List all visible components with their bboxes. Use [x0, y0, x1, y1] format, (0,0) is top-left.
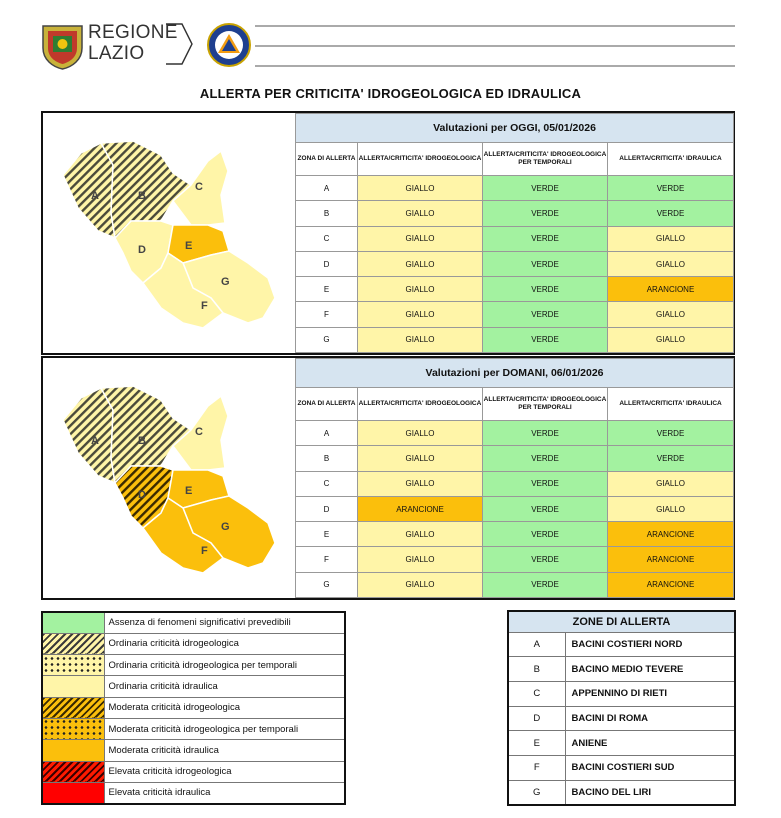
map-label-d: D: [138, 489, 146, 501]
cell-zona: G: [296, 327, 358, 352]
brand-chevron-icon: [166, 20, 206, 70]
cell-temp: VERDE: [483, 421, 608, 446]
cell-idra: VERDE: [608, 201, 734, 226]
panel-oggi: [41, 111, 735, 355]
cell-temp: VERDE: [483, 201, 608, 226]
legend-row: [42, 740, 345, 761]
header-decorative-lines: [255, 24, 735, 68]
col-header-idra: ALLERTA/CRITICITA' IDRAULICA: [608, 143, 734, 176]
cell-zona: B: [296, 446, 358, 471]
legend-row: [42, 761, 345, 782]
cell-zona: G: [296, 572, 358, 597]
zone-row: [508, 657, 735, 682]
map-label-c: C: [195, 181, 203, 193]
cell-temp: VERDE: [483, 496, 608, 521]
zones-title: ZONE DI ALLERTA: [508, 611, 735, 632]
cell-zona: D: [296, 496, 358, 521]
col-header-idra: ALLERTA/CRITICITA' IDRAULICA: [608, 388, 734, 421]
map-lazio-oggi: [43, 113, 295, 353]
zone-name: APPENNINO DI RIETI: [565, 681, 735, 706]
cell-temp: VERDE: [483, 572, 608, 597]
map-label-g: G: [221, 276, 230, 288]
table-row: [296, 176, 734, 201]
zone-row: [508, 706, 735, 731]
legend-swatch: [42, 761, 104, 782]
table-domani: [295, 358, 734, 598]
map-label-e: E: [185, 485, 193, 497]
legend-table: [41, 611, 346, 805]
legend-swatch: [42, 697, 104, 718]
zone-row: [508, 632, 735, 657]
cell-idra: GIALLO: [608, 226, 734, 251]
table-oggi: [295, 113, 734, 353]
legend-label: Moderata criticità idrogeologica per temporali: [104, 718, 345, 739]
zone-row: [508, 780, 735, 805]
legend-row: [42, 697, 345, 718]
cell-temp: VERDE: [483, 277, 608, 302]
cell-zona: C: [296, 471, 358, 496]
cell-temp: VERDE: [483, 226, 608, 251]
page-title: ALLERTA PER CRITICITA' IDROGEOLOGICA ED IDRAULICA: [199, 86, 582, 101]
zone-name: BACINI COSTIERI NORD: [565, 632, 735, 657]
cell-temp: VERDE: [483, 176, 608, 201]
table-row: [296, 496, 734, 521]
cell-temp: VERDE: [483, 327, 608, 352]
zone-name: ANIENE: [565, 731, 735, 756]
map-label-b: B: [138, 435, 146, 447]
cell-idro: GIALLO: [358, 226, 483, 251]
legend-label: Elevata criticità idraulica: [104, 782, 345, 803]
legend-swatch: [42, 718, 104, 739]
cell-idro: GIALLO: [358, 176, 483, 201]
legend-swatch: [42, 740, 104, 761]
legend-label: Elevata criticità idrogeologica: [104, 761, 345, 782]
legend-row: [42, 633, 345, 654]
legend-label: Assenza di fenomeni significativi prevedibili: [104, 612, 345, 633]
table-row: [296, 302, 734, 327]
table-row: [296, 277, 734, 302]
cell-zona: A: [296, 421, 358, 446]
zone-name: BACINI COSTIERI SUD: [565, 755, 735, 780]
brand-name: [88, 22, 178, 64]
legend-label: Moderata criticità idraulica: [104, 740, 345, 761]
cell-idro: GIALLO: [358, 522, 483, 547]
cell-idra: ARANCIONE: [608, 277, 734, 302]
legend-label: Moderata criticità idrogeologica: [104, 697, 345, 718]
cell-zona: C: [296, 226, 358, 251]
legend-label: Ordinaria criticità idrogeologica: [104, 633, 345, 654]
cell-zona: F: [296, 302, 358, 327]
table-row: [296, 201, 734, 226]
cell-idro: GIALLO: [358, 446, 483, 471]
table-row: [296, 327, 734, 352]
legend-row: [42, 612, 345, 633]
col-header-zona: ZONA DI ALLERTA: [296, 388, 358, 421]
legend-swatch: [42, 612, 104, 633]
zone-key: D: [508, 706, 565, 731]
map-label-a: A: [91, 435, 99, 447]
col-header-temp: ALLERTA/CRITICITA' IDROGEOLOGICA PER TEMPORALI: [483, 388, 608, 421]
cell-idro: GIALLO: [358, 251, 483, 276]
col-header-idro: ALLERTA/CRITICITA' IDROGEOLOGICA: [358, 388, 483, 421]
cell-zona: E: [296, 277, 358, 302]
regione-lazio-crest-icon: [40, 22, 85, 70]
table-oggi-caption: Valutazioni per OGGI, 05/01/2026: [296, 114, 734, 143]
cell-idro: GIALLO: [358, 471, 483, 496]
legend-body: [42, 612, 345, 804]
cell-zona: F: [296, 547, 358, 572]
cell-idra: GIALLO: [608, 327, 734, 352]
cell-idro: GIALLO: [358, 547, 483, 572]
map-label-c: C: [195, 426, 203, 438]
table-domani-body: [296, 421, 734, 598]
col-header-zona: ZONA DI ALLERTA: [296, 143, 358, 176]
map-lazio-domani: [43, 358, 295, 598]
legend-swatch: [42, 782, 104, 803]
map-zone-a: [63, 143, 115, 238]
legend-label: Ordinaria criticità idraulica: [104, 676, 345, 697]
cell-idra: ARANCIONE: [608, 522, 734, 547]
cell-idra: GIALLO: [608, 471, 734, 496]
legend-row: [42, 718, 345, 739]
legend-row: [42, 655, 345, 676]
protezione-civile-logo-icon: [207, 23, 251, 67]
map-label-d: D: [138, 244, 146, 256]
legend-swatch: [42, 633, 104, 654]
map-label-g: G: [221, 521, 230, 533]
legend-row: [42, 782, 345, 803]
zone-key: F: [508, 755, 565, 780]
legend-swatch: [42, 655, 104, 676]
map-label-e: E: [185, 240, 193, 252]
legend-row: [42, 676, 345, 697]
table-row: [296, 471, 734, 496]
map-zone-a: [63, 388, 115, 483]
cell-idro: ARANCIONE: [358, 496, 483, 521]
cell-zona: B: [296, 201, 358, 226]
zone-key: G: [508, 780, 565, 805]
table-row: [296, 421, 734, 446]
zone-row: [508, 731, 735, 756]
cell-zona: D: [296, 251, 358, 276]
legend-label: Ordinaria criticità idrogeologica per temporali: [104, 655, 345, 676]
cell-temp: VERDE: [483, 446, 608, 471]
map-label-b: B: [138, 190, 146, 202]
cell-temp: VERDE: [483, 251, 608, 276]
zone-name: BACINO DEL LIRI: [565, 780, 735, 805]
cell-temp: VERDE: [483, 547, 608, 572]
zone-row: [508, 755, 735, 780]
cell-zona: A: [296, 176, 358, 201]
cell-temp: VERDE: [483, 471, 608, 496]
table-row: [296, 251, 734, 276]
cell-idra: ARANCIONE: [608, 547, 734, 572]
cell-idra: GIALLO: [608, 496, 734, 521]
page-header: [0, 0, 781, 80]
table-row: [296, 522, 734, 547]
map-label-f: F: [201, 300, 208, 312]
brand-line-1: REGIONE: [88, 22, 178, 43]
cell-idro: GIALLO: [358, 327, 483, 352]
table-row: [296, 226, 734, 251]
cell-idro: GIALLO: [358, 277, 483, 302]
table-row: [296, 572, 734, 597]
map-label-f: F: [201, 545, 208, 557]
zone-name: BACINI DI ROMA: [565, 706, 735, 731]
zones-table: [507, 610, 736, 806]
zone-key: A: [508, 632, 565, 657]
cell-idro: GIALLO: [358, 421, 483, 446]
table-oggi-body: [296, 176, 734, 353]
cell-idro: GIALLO: [358, 201, 483, 226]
map-label-a: A: [91, 190, 99, 202]
zone-name: BACINO MEDIO TEVERE: [565, 657, 735, 682]
panel-domani: [41, 356, 735, 600]
zone-row: [508, 681, 735, 706]
cell-temp: VERDE: [483, 522, 608, 547]
cell-temp: VERDE: [483, 302, 608, 327]
col-header-temp: ALLERTA/CRITICITA' IDROGEOLOGICA PER TEMPORALI: [483, 143, 608, 176]
brand-line-2: LAZIO: [88, 43, 145, 64]
zone-key: C: [508, 681, 565, 706]
cell-zona: E: [296, 522, 358, 547]
col-header-idro: ALLERTA/CRITICITA' IDROGEOLOGICA: [358, 143, 483, 176]
table-row: [296, 547, 734, 572]
cell-idra: GIALLO: [608, 302, 734, 327]
zones-body: [508, 632, 735, 805]
legend-swatch: [42, 676, 104, 697]
zone-key: E: [508, 731, 565, 756]
cell-idro: GIALLO: [358, 302, 483, 327]
cell-idra: GIALLO: [608, 251, 734, 276]
cell-idra: VERDE: [608, 176, 734, 201]
cell-idra: VERDE: [608, 421, 734, 446]
zone-key: B: [508, 657, 565, 682]
table-domani-caption: Valutazioni per DOMANI, 06/01/2026: [296, 359, 734, 388]
cell-idra: VERDE: [608, 446, 734, 471]
cell-idro: GIALLO: [358, 572, 483, 597]
table-row: [296, 446, 734, 471]
cell-idra: ARANCIONE: [608, 572, 734, 597]
